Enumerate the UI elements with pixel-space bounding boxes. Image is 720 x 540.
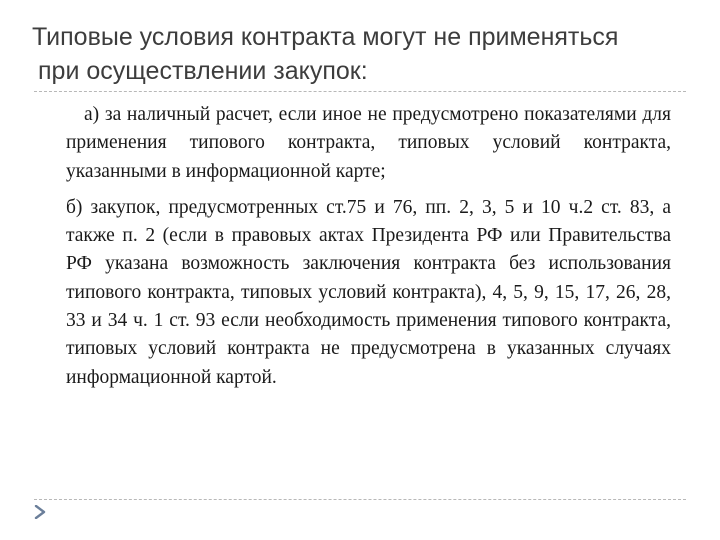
slide-title-line-1: Типовые условия контракта могут не применяться — [32, 23, 619, 51]
slide-body — [66, 101, 671, 392]
next-arrow-icon[interactable] — [34, 505, 46, 519]
slide-title — [32, 20, 692, 88]
paragraph-b: б) закупок, предусмотренных ст.75 и 76, пп. 2, 3, 5 и 10 ч.2 ст. 83, а также п. 2 (если в правовых актах Президента РФ или Правительства РФ указана возможность заключения контракта без использования типового контракта, типовых условий контракта), 4, 5, 9, 15, 17, 26, 28, 33 и 34 ч. 1 ст. 93 если необходимость применения типового контракта, типовых условий контракта не предусмотрена в указанных случаях информационной картой. — [66, 196, 671, 388]
paragraph-a: а) за наличный расчет, если иное не предусмотрено показателями для применения типового контракта, типовых условий контракта, указанными в информационной карте; — [66, 104, 671, 182]
footer-divider — [34, 499, 686, 500]
slide-title-line-2: при осуществлении закупок: — [38, 57, 368, 85]
title-divider — [34, 91, 686, 92]
